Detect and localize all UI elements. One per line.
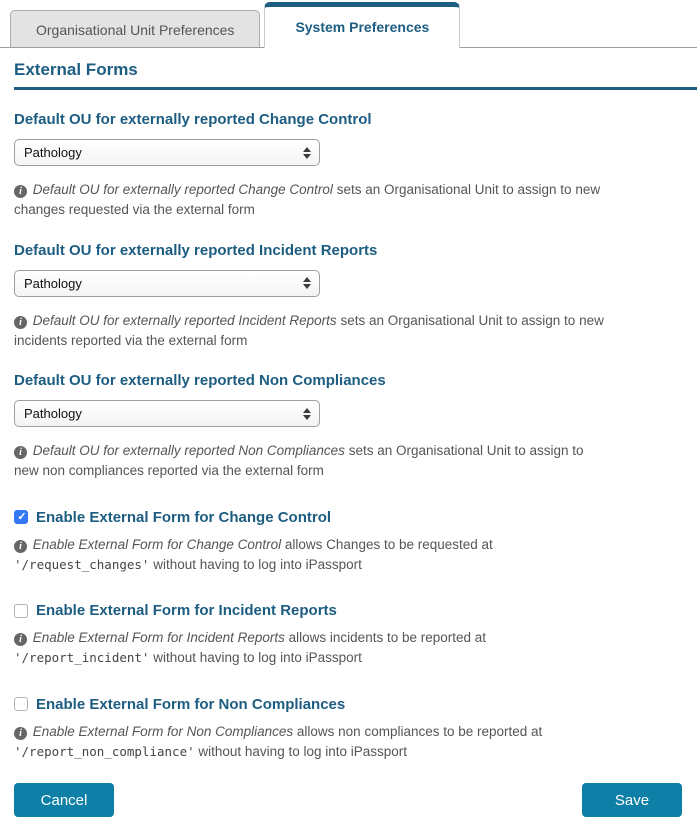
field-label: Default OU for externally reported Change Control xyxy=(14,111,372,128)
info-icon xyxy=(14,540,27,553)
default-ou-non-compliances-section xyxy=(14,372,697,482)
help-text: i Enable External Form for Non Compliances allows non compliances to be reported at '/report_non_compliance' without having to log into iPassport xyxy=(14,722,610,763)
field-label: Default OU for externally reported Incident Reports xyxy=(14,241,378,259)
footer-actions xyxy=(14,783,697,817)
help-text: i Default OU for externally reported Incident Reports sets an Organisational Unit to assign to new incidents reported via the external form xyxy=(14,311,610,352)
default-ou-change-control-select-wrap xyxy=(14,139,320,166)
help-text: i Default OU for externally reported Change Control sets an Organisational Unit to assign to new changes requested via the external form xyxy=(14,180,610,221)
default-ou-change-control-section xyxy=(14,111,697,221)
info-icon xyxy=(14,316,27,329)
enable-external-form-incident-reports-checkbox[interactable] xyxy=(14,604,28,618)
info-icon xyxy=(14,446,27,459)
default-ou-change-control-select[interactable] xyxy=(14,139,320,166)
url-path: '/report_incident' xyxy=(14,650,150,666)
enable-external-form-change-control-checkbox[interactable] xyxy=(14,510,28,524)
info-icon xyxy=(14,727,27,740)
enable-external-form-change-control-section xyxy=(14,509,697,576)
page-title: External Forms xyxy=(14,60,697,90)
checkbox-label[interactable]: Enable External Form for Non Compliances xyxy=(36,695,346,713)
help-text: i Enable External Form for Incident Reports allows incidents to be reported at '/report_incident' without having to log into iPassport xyxy=(14,628,610,669)
default-ou-incident-reports-section xyxy=(14,242,697,352)
enable-external-form-non-compliances-checkbox[interactable] xyxy=(14,697,28,711)
info-icon xyxy=(14,633,27,646)
main-content xyxy=(0,60,697,817)
checkbox-label[interactable]: Enable External Form for Incident Reports xyxy=(36,602,337,619)
default-ou-non-compliances-select[interactable] xyxy=(14,400,320,427)
enable-external-form-non-compliances-section xyxy=(14,696,697,763)
checkbox-label[interactable]: Enable External Form for Change Control xyxy=(36,508,332,526)
enable-external-form-incident-reports-section xyxy=(14,602,697,669)
tab-system-preferences[interactable]: System Preferences xyxy=(264,2,460,48)
help-text: i Enable External Form for Change Control allows Changes to be requested at '/request_changes' without having to log into iPassport xyxy=(14,535,610,576)
field-label: Default OU for externally reported Non Compliances xyxy=(14,372,386,389)
default-ou-incident-reports-select-wrap xyxy=(14,270,320,297)
info-icon xyxy=(14,185,27,198)
default-ou-non-compliances-select-wrap xyxy=(14,400,320,427)
help-text: i Default OU for externally reported Non Compliances sets an Organisational Unit to assign to new non compliances reported via the external form xyxy=(14,441,610,482)
default-ou-incident-reports-select[interactable] xyxy=(14,270,320,297)
url-path: '/request_changes' xyxy=(14,556,150,572)
cancel-button[interactable]: Cancel xyxy=(14,783,114,817)
save-button[interactable]: Save xyxy=(582,783,682,817)
tab-organisational-unit-preferences[interactable]: Organisational Unit Preferences xyxy=(10,10,260,47)
tab-bar xyxy=(0,0,697,48)
url-path: '/report_non_compliance' xyxy=(14,743,195,759)
